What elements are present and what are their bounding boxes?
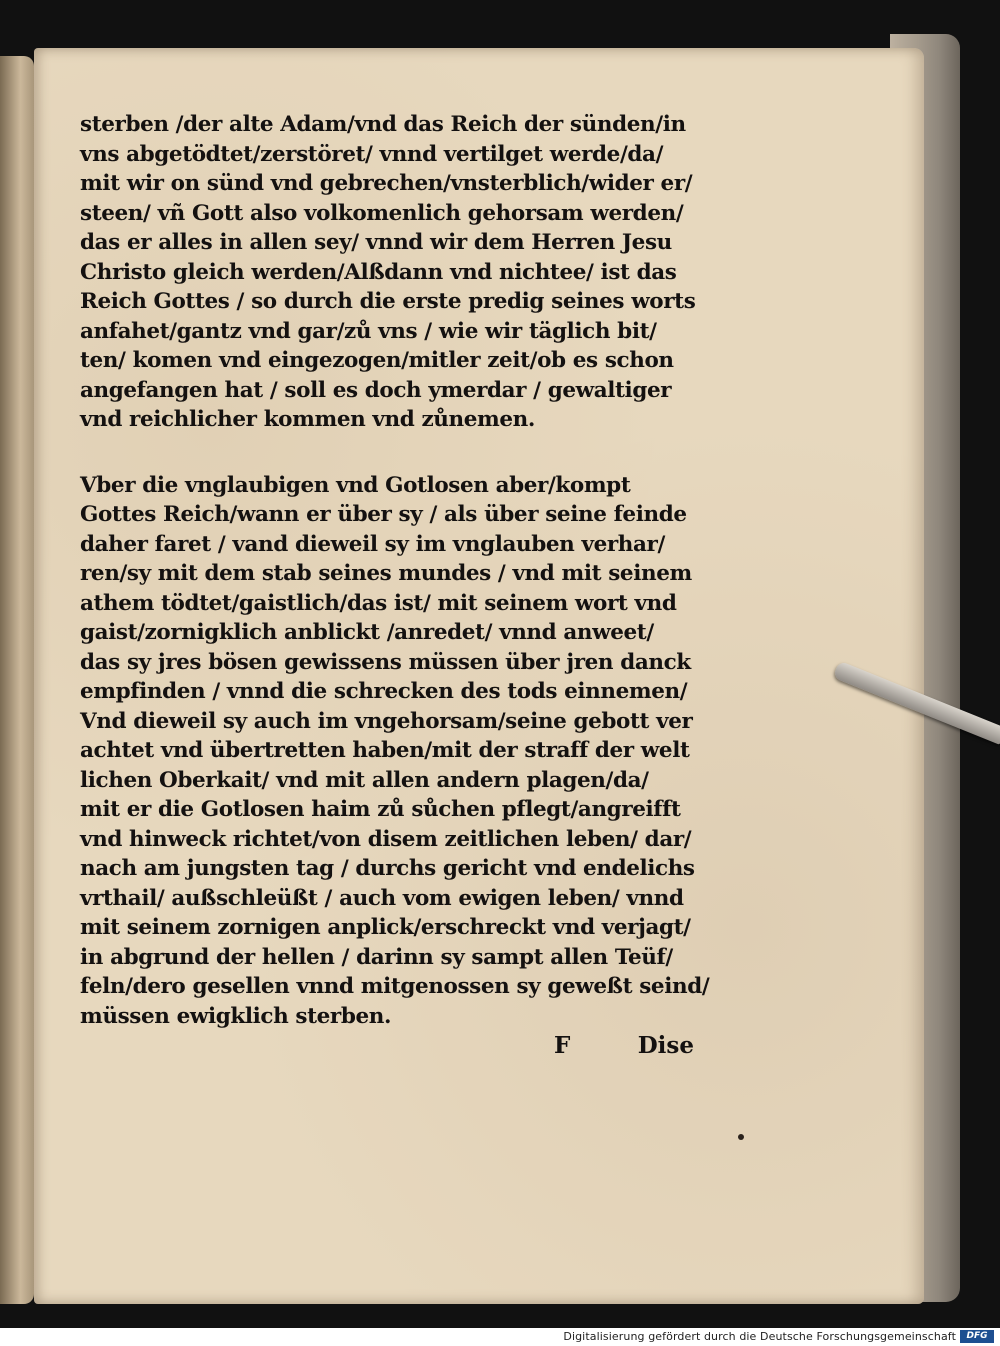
paragraph-2 [80, 471, 710, 1032]
text-line: ren/sy mit dem stab seines mundes / vnd mit seinem [80, 561, 692, 586]
text-line: das er alles in allen sey/ vnnd wir dem Herren Jesu [80, 230, 672, 255]
text-line: Gottes Reich/wann er über sy / als über seine feinde [80, 502, 687, 527]
text-line: mit wir on sünd vnd gebrechen/vnsterblich/wider er/ [80, 171, 693, 196]
text-line: angefangen hat / soll es doch ymerdar / gewaltiger [80, 377, 672, 403]
footer-bar [0, 1328, 1000, 1346]
text-line: Christo gleich werden/Alßdann vnd nichtee/ ist das [80, 259, 677, 285]
text-line: ten/ komen vnd eingezogen/mitler zeit/ob es schon [80, 348, 674, 373]
text-line: müssen ewigklich sterben. [80, 1003, 392, 1029]
text-line: vnd reichlicher kommen vnd zůnemen. [80, 407, 535, 432]
text-line: Vber die vnglaubigen vnd Gotlosen aber/kompt [80, 472, 631, 498]
text-line: anfahet/gantz vnd gar/zů vns / wie wir täglich bit/ [80, 318, 657, 344]
page-text [80, 110, 710, 1031]
text-line: vnd hinweck richtet/von disem zeitlichen leben/ dar/ [80, 826, 692, 852]
text-line: vrthail/ außschleüßt / auch vom ewigen leben/ vnnd [80, 885, 684, 911]
catchword: Dise [637, 1032, 694, 1059]
text-line: in abgrund der hellen / darinn sy sampt allen Teüf/ [80, 944, 673, 970]
text-line: vns abgetödtet/zerstöret/ vnnd vertilget werde/da/ [80, 141, 664, 167]
page-footer-marks [554, 1032, 694, 1062]
text-line: nach am jungsten tag / durchs gericht vnd endelichs [80, 856, 695, 881]
text-line: das sy jres bösen gewissens müssen über jren danck [80, 649, 691, 675]
paragraph-1 [80, 110, 696, 435]
text-line: gaist/zornigklich anblickt /anredet/ vnnd anweet/ [80, 620, 654, 645]
previous-page-edge [0, 56, 34, 1304]
funding-notice: Digitalisierung gefördert durch die Deutsche Forschungsgemeinschaft [563, 1330, 956, 1343]
text-line: daher faret / vand dieweil sy im vnglauben verhar/ [80, 531, 665, 557]
text-line: Vnd dieweil sy auch im vngehorsam/seine gebott ver [80, 708, 693, 734]
text-line: Reich Gottes / so durch die erste predig seines worts [80, 289, 696, 314]
text-line: mit er die Gotlosen haim zů sůchen pflegt/angreifft [80, 797, 681, 822]
text-line: athem tödtet/gaistlich/das ist/ mit seinem wort vnd [80, 590, 677, 616]
text-line: lichen Oberkait/ vnd mit allen andern plagen/da/ [80, 767, 649, 793]
ink-spot [738, 1134, 744, 1140]
text-line: empfinden / vnnd die schrecken des tods einnemen/ [80, 679, 688, 704]
paragraph-gap [80, 435, 692, 471]
dfg-logo-icon: DFG [960, 1330, 994, 1343]
text-line: sterben /der alte Adam/vnd das Reich der sünden/in [80, 112, 686, 137]
text-line: mit seinem zornigen anplick/erschreckt vnd verjagt/ [80, 915, 691, 940]
text-line: feln/dero gesellen vnnd mitgenossen sy geweßt seind/ [80, 974, 710, 999]
signature-mark: F [554, 1032, 571, 1059]
book-page [34, 48, 924, 1304]
text-line: achtet vnd übertretten haben/mit der straff der welt [80, 738, 690, 763]
text-line: steen/ vñ Gott also volkomenlich gehorsam werden/ [80, 200, 684, 226]
